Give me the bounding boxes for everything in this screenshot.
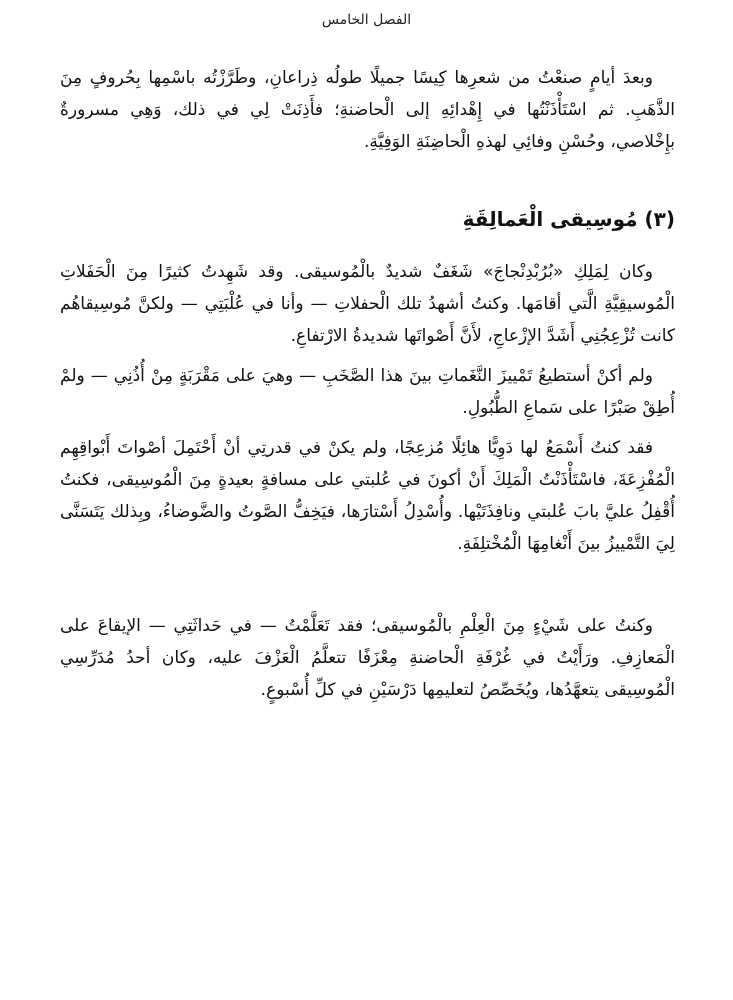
paragraph-2-block bbox=[60, 256, 675, 352]
paragraph-4-block bbox=[60, 432, 675, 560]
paragraph-1-block bbox=[60, 62, 675, 158]
paragraph: وبعدَ أيامٍ صنعْتُ من شعرِها كِيسًا جميلًا طولُه ذِراعانِ، وطَرَّزْتُه باسْمِها بِحُروفٍ مِنَ الذَّهَبِ. ثم اسْتَأْذَنْتُها في إِهْدائِهِ إلى الْحاضنةِ؛ فأَذِنَتْ لِي في ذلك، وَهِي مسرورةٌ بإِخْلاصي، وحُسْنِ وفائِي لهذهِ الْحاضِنَةِ الوَفِيَّةِ. bbox=[60, 68, 675, 152]
paragraph-3-block bbox=[60, 360, 675, 424]
paragraph: ولم أكنْ أستطيعُ تَمْييزَ النَّغَماتِ بينَ هذا الصَّخَبِ — وهيَ على مَقْرَبَةٍ مِنْ أُذُنِي — ولمْ أُطِقْ صَبْرًا على سَماعِ الطُّبُولِ. bbox=[60, 366, 675, 418]
paragraph: فقد كنتُ أَسْمَعُ لها دَوِيًّا هائِلًا مُزعِجًا، ولم يكنْ في قدرتِي أنْ أَحْتَمِلَ أصْواتَ أَبْواقِهِم الْمُفْزِعَةَ، فاسْتَأْذَنْتُ الْمَلِكَ أَنْ أكونَ في عُلبتي على مسافةٍ بعيدةٍ مِنَ الْمُوسِيقى، فكنتُ أُقْفِلُ عليَّ بابَ عُلبتي ونافِذَتَيْها. وأُسْدِلُ أَسْتارَها، فيَخِفُّ الصَّوتُ والضَّوضاءُ، وبِذلك يَتَسَنَّى لِيَ التَّمْييزُ بينَ أَنْغامِهَا الْمُخْتلِفَةِ. bbox=[60, 438, 675, 554]
section-heading: (٣) مُوسِيقى الْعَمالِقَةِ bbox=[462, 207, 675, 231]
paragraph-5-block bbox=[60, 610, 675, 706]
running-head: الفصل الخامس bbox=[321, 12, 412, 28]
paragraph: وكنتُ على شَيْءٍ مِنَ الْعِلْمِ بالْمُوسيقى؛ فقد تَعَلَّمْتُ — في حَداثَتِي — الإيقاعَ على الْمَعازِفِ. ورَأَيْتُ في غُرْفَةِ الْحاضنةِ مِعْزَفًا تتعلَّمُ الْعَزْفَ عليه، وكان أحدُ مُدَرِّسِي الْمُوسِيقى يتعهَّدُها، ويُخَصِّصُ لتعليمِها دَرْسَيْنِ في كلِّ أُسْبوعٍ. bbox=[60, 616, 675, 700]
paragraph: وكان لِمَلِكِ «بُرُبْدِنْجاجَ» شَغَفٌ شديدٌ بالْمُوسيقى. وقد شَهِدتُ كثيرًا مِنَ الْحَفَلاتِ الْمُوسيقِيَّةِ الَّتي أقامَها. وكنتُ أشهدُ تلك الْحفلاتِ — وأنا في عُلْبَتِي — ولكنَّ مُوسِيقاهُم كانت تُزْعِجُنِي أَشَدَّ الإزْعاجِ، لأَنَّ أَصْواتَها شديدةُ الارْتفاعِ. bbox=[60, 262, 675, 346]
